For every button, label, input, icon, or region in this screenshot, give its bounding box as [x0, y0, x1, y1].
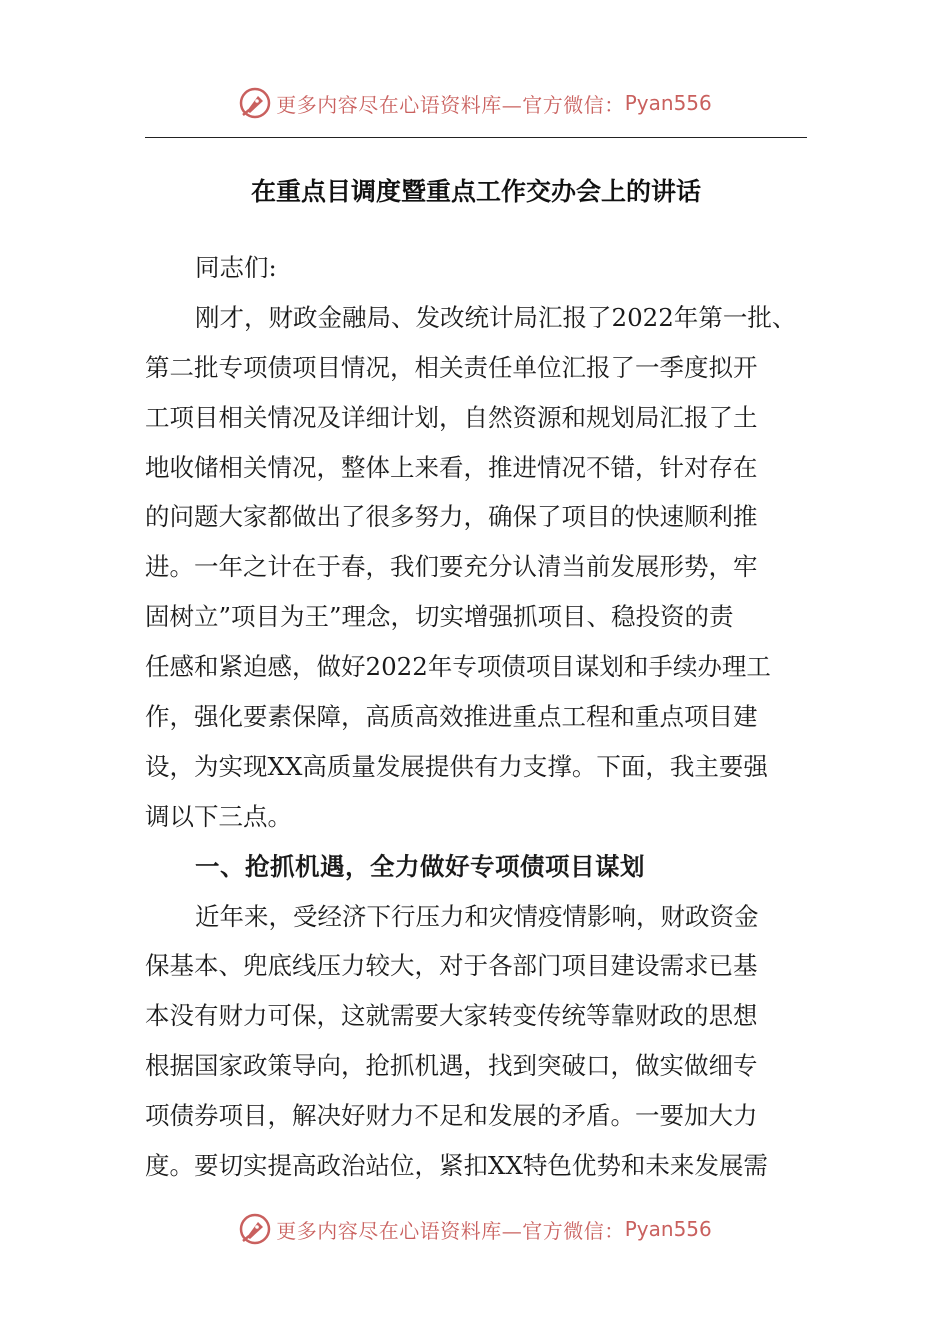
header-divider — [145, 137, 807, 138]
paragraph-line: 固树立”项目为王”理念，切实增强抓项目、稳投资的责 — [145, 602, 734, 632]
pen-nib-logo-icon — [238, 86, 272, 120]
paragraph-line: 地收储相关情况，整体上来看，推进情况不错，针对存在 — [145, 452, 758, 482]
document-body — [145, 243, 807, 1191]
pen-nib-logo-icon — [238, 1212, 272, 1246]
section-heading: 一、抢抓机遇，全力做好专项债项目谋划 — [195, 851, 645, 881]
watermark-banner-top — [0, 83, 950, 123]
paragraph-line: 保基本、兜底线压力较大，对于各部门项目建设需求已基 — [145, 951, 758, 981]
paragraph-line: 刚才，财政金融局、发改统计局汇报了2022年第一批、 — [195, 302, 797, 332]
watermark-banner-bottom — [0, 1209, 950, 1249]
paragraph-line: 本没有财力可保，这就需要大家转变传统等靠财政的思想 — [145, 1001, 758, 1031]
paragraph-line: 工项目相关情况及详细计划，自然资源和规划局汇报了土 — [145, 402, 758, 432]
banner-handle: Pyan556 — [624, 1217, 712, 1241]
paragraph-line: 根据国家政策导向，抢抓机遇，找到突破口，做实做细专 — [145, 1051, 758, 1081]
paragraph-line: 第二批专项债项目情况，相关责任单位汇报了一季度拟开 — [145, 352, 758, 382]
banner-handle: Pyan556 — [624, 91, 712, 115]
paragraph-line: 任感和紧迫感，做好2022年专项债项目谋划和手续办理工 — [145, 652, 771, 682]
paragraph-line: 作，强化要素保障，高质高效推进重点工程和重点项目建 — [145, 702, 758, 732]
banner-text: 更多内容尽在心语资料库—官方微信： — [276, 92, 625, 117]
salutation: 同志们: — [195, 253, 277, 282]
banner-text: 更多内容尽在心语资料库—官方微信： — [276, 1218, 625, 1243]
paragraph-line: 近年来，受经济下行压力和灾情疫情影响，财政资金 — [195, 901, 759, 931]
document-title: 在重点目调度暨重点工作交办会上的讲话 — [250, 177, 701, 206]
paragraph-line: 设，为实现XX高质量发展提供有力支撑。下面，我主要强 — [145, 751, 768, 781]
paragraph-line: 进。一年之计在于春，我们要充分认清当前发展形势，牢 — [145, 552, 758, 582]
paragraph-line: 度。要切实提高政治站位，紧扣XX特色优势和未来发展需 — [145, 1151, 768, 1181]
paragraph-line: 调以下三点。 — [145, 801, 292, 831]
paragraph-line: 项债券项目，解决好财力不足和发展的矛盾。一要加大力 — [145, 1101, 758, 1131]
paragraph-line: 的问题大家都做出了很多努力，确保了项目的快速顺利推 — [145, 502, 758, 532]
